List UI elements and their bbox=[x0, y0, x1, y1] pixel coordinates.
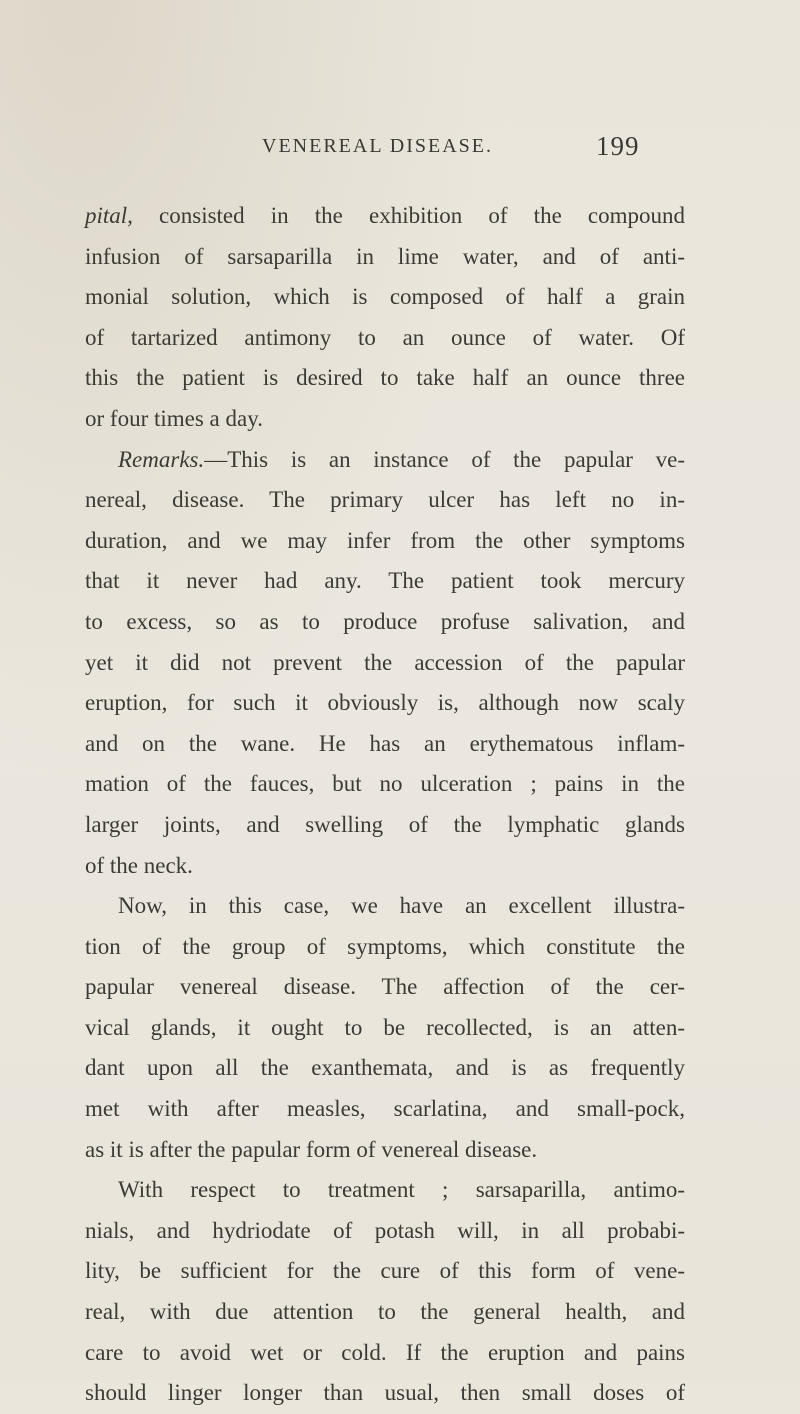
text-line: Now, in this case, we have an excellent illustra- bbox=[118, 893, 685, 919]
text-line: care to avoid wet or cold. If the eruption and pains bbox=[85, 1339, 685, 1365]
text-line: as it is after the papular form of venereal disease. bbox=[85, 1136, 538, 1162]
text-line: mation of the fauces, but no ulceration ; pains in the bbox=[85, 771, 685, 797]
text-line: of the neck. bbox=[85, 852, 193, 878]
text-line: to excess, so as to produce profuse salivation, and bbox=[85, 608, 685, 634]
text-line: nereal, disease. The primary ulcer has left no in- bbox=[85, 487, 685, 513]
text-line: this the patient is desired to take half an ounce three bbox=[85, 365, 685, 391]
text-line: With respect to treatment ; sarsaparilla, antimo- bbox=[118, 1177, 685, 1203]
page-number: 199 bbox=[596, 131, 640, 161]
text-line: vical glands, it ought to be recollected, is an atten- bbox=[85, 1014, 685, 1040]
text-line: nials, and hydriodate of potash will, in all probabi- bbox=[85, 1217, 685, 1243]
text-line: of tartarized antimony to an ounce of water. Of bbox=[85, 324, 685, 350]
text-line: yet it did not prevent the accession of the papular bbox=[85, 649, 685, 675]
text-line: Remarks.—This is an instance of the papular ve- bbox=[118, 446, 685, 472]
page-header bbox=[0, 131, 800, 175]
text-line: pital, consisted in the exhibition of the compound bbox=[85, 203, 685, 228]
text-line: or four times a day. bbox=[85, 405, 263, 431]
text-line: should linger longer than usual, then small doses of bbox=[85, 1380, 685, 1406]
text-line: met with after measles, scarlatina, and small-pock, bbox=[85, 1096, 685, 1122]
text-line: that it never had any. The patient took mercury bbox=[85, 568, 685, 594]
text-line: real, with due attention to the general health, and bbox=[85, 1299, 685, 1325]
text-line: larger joints, and swelling of the lymphatic glands bbox=[85, 811, 685, 837]
text-line: monial solution, which is composed of half a grain bbox=[85, 284, 685, 310]
text-line: dant upon all the exanthemata, and is as frequently bbox=[85, 1055, 685, 1081]
text-line: infusion of sarsaparilla in lime water, and of anti- bbox=[85, 243, 685, 269]
text-line: duration, and we may infer from the other symptoms bbox=[85, 527, 685, 553]
text-line: papular venereal disease. The affection of the cer- bbox=[85, 974, 685, 1000]
text-line: and on the wane. He has an erythematous inflam- bbox=[85, 730, 685, 756]
body-text bbox=[85, 196, 685, 1414]
text-line: tion of the group of symptoms, which constitute the bbox=[85, 933, 685, 959]
running-title: VENEREAL DISEASE. bbox=[262, 135, 494, 157]
text-line: eruption, for such it obviously is, although now scaly bbox=[85, 690, 685, 716]
text-line: lity, be sufficient for the cure of this form of vene- bbox=[85, 1258, 685, 1284]
